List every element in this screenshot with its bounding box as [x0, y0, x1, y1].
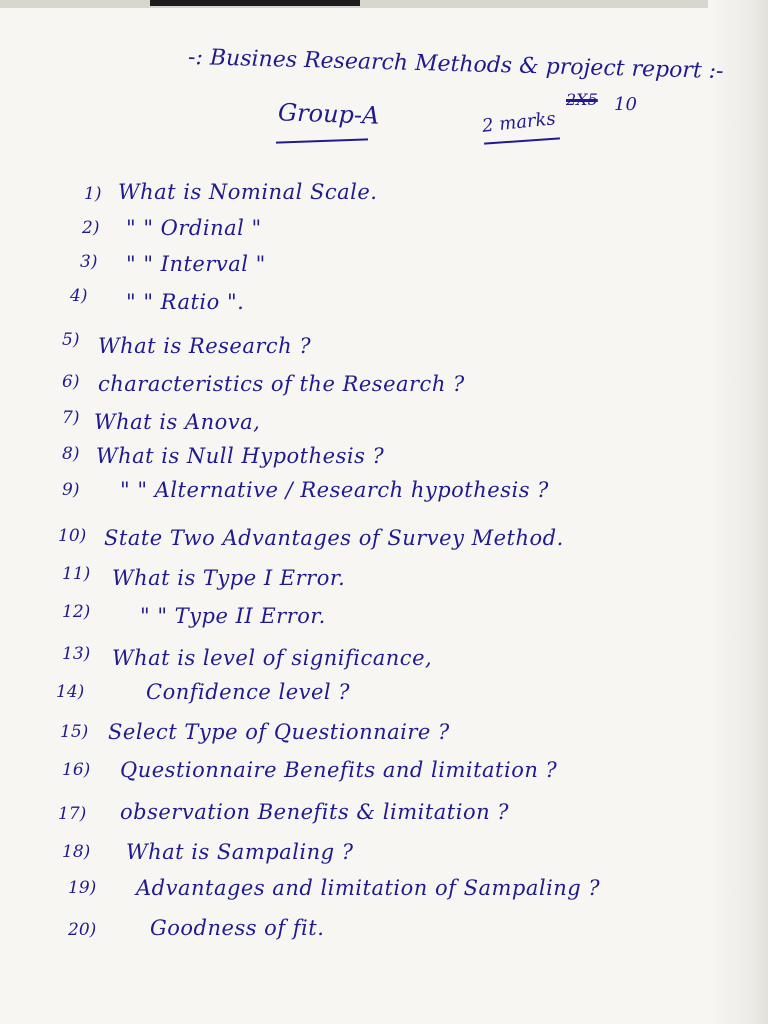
question-text: " " Ordinal "	[126, 216, 262, 240]
question-number: 18)	[62, 842, 91, 862]
question-text: What is Research ?	[98, 334, 312, 358]
group-heading-underline	[276, 138, 368, 143]
question-item	[0, 716, 740, 754]
group-heading: Group-A	[277, 98, 380, 130]
question-text: characteristics of the Research ?	[98, 372, 465, 396]
question-item	[0, 912, 740, 950]
question-text: Questionnaire Benefits and limitation ?	[120, 758, 558, 782]
question-number: 16)	[62, 760, 91, 780]
question-item	[0, 522, 740, 560]
question-number: 4)	[70, 286, 88, 306]
question-text: Confidence level ?	[146, 680, 351, 704]
marks-label: 2 marks	[481, 108, 557, 137]
question-item	[0, 560, 740, 598]
question-text: What is Type I Error.	[112, 566, 346, 590]
question-item	[0, 474, 740, 512]
question-number: 7)	[62, 408, 80, 428]
question-item	[0, 640, 740, 678]
question-number: 9)	[62, 480, 80, 500]
question-text: Select Type of Questionnaire ?	[108, 720, 450, 744]
question-text: " " Type II Error.	[140, 604, 326, 628]
question-text: " " Ratio ".	[126, 290, 245, 314]
question-text: observation Benefits & limitation ?	[120, 800, 510, 824]
question-text: What is Sampaling ?	[126, 840, 354, 864]
question-number: 11)	[62, 564, 91, 584]
question-number: 3)	[80, 252, 98, 272]
question-item	[0, 440, 740, 478]
question-item	[0, 678, 740, 716]
question-text: State Two Advantages of Survey Method.	[104, 526, 564, 550]
question-number: 12)	[62, 602, 91, 622]
question-text: Goodness of fit.	[150, 916, 325, 940]
scan-shadow	[150, 0, 360, 6]
question-number: 10)	[58, 526, 87, 546]
page-top-edge	[0, 0, 768, 8]
question-text: What is level of significance,	[112, 646, 433, 670]
question-number: 14)	[56, 682, 85, 702]
question-text: What is Anova,	[94, 410, 261, 434]
question-item	[0, 178, 740, 216]
question-number: 8)	[62, 444, 80, 464]
question-item	[0, 870, 740, 908]
question-number: 13)	[62, 644, 91, 664]
question-text: What is Nominal Scale.	[118, 180, 378, 204]
question-item	[0, 834, 740, 872]
question-number: 20)	[68, 920, 97, 940]
question-number: 19)	[68, 878, 97, 898]
question-item	[0, 366, 740, 404]
question-text: " " Interval "	[126, 252, 266, 276]
question-number: 6)	[62, 372, 80, 392]
question-number: 15)	[60, 722, 89, 742]
question-item	[0, 404, 740, 442]
question-number: 17)	[58, 804, 87, 824]
question-item	[0, 248, 740, 286]
question-item	[0, 282, 740, 320]
question-text: " " Alternative / Research hypothesis ?	[120, 478, 549, 502]
page-title: -: Busines Research Methods & project report :-	[187, 44, 724, 85]
question-item	[0, 326, 740, 364]
marks-struck-value: 2X5	[566, 90, 598, 109]
question-item	[0, 598, 740, 636]
question-number: 5)	[62, 330, 80, 350]
marks-total: 10	[614, 94, 637, 115]
question-text: What is Null Hypothesis ?	[96, 444, 385, 468]
question-item	[0, 754, 740, 792]
question-item	[0, 796, 740, 834]
question-number: 2)	[82, 218, 100, 238]
question-text: Advantages and limitation of Sampaling ?	[136, 876, 601, 900]
marks-underline	[484, 137, 560, 144]
question-item	[0, 214, 740, 252]
question-number: 1)	[84, 184, 102, 204]
